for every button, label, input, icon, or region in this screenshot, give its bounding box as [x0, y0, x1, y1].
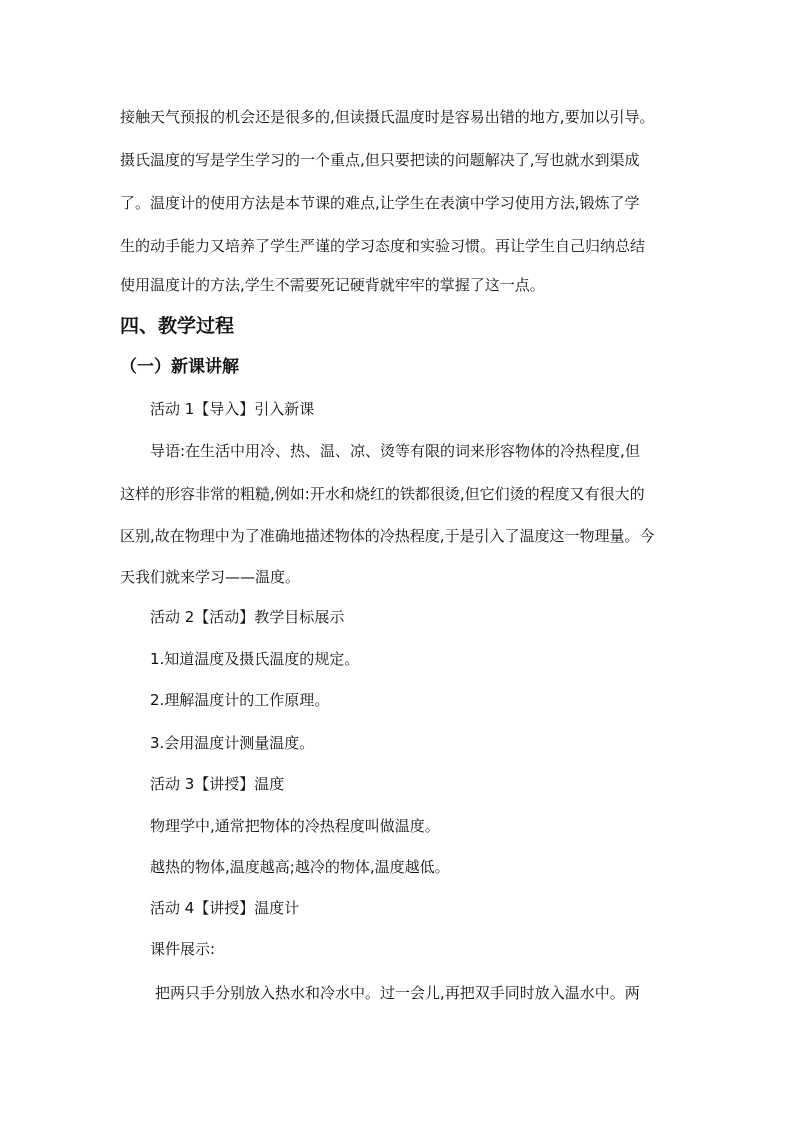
goal-1: 1.知道温度及摄氏温度的规定。	[150, 650, 360, 668]
section-heading: 四、教学过程	[120, 315, 235, 337]
paragraph-top-line-4: 生的动手能力又培养了学生严谨的学习态度和实验习惯。再让学生自己归纳总结	[120, 237, 646, 255]
activity-3-title: 活动 3【讲授】温度	[150, 775, 285, 793]
paragraph-top-line-1: 接触天气预报的机会还是很多的,但读摄氏温度时是容易出错的地方,要加以引导。	[120, 108, 655, 126]
activity-3-line-1: 物理学中,通常把物体的冷热程度叫做温度。	[150, 817, 440, 835]
courseware-label: 课件展示:	[150, 940, 216, 958]
activity-2-title: 活动 2【活动】教学目标展示	[150, 608, 345, 626]
intro-line-3: 区别,故在物理中为了准确地描述物体的冷热程度,于是引入了温度这一物理量。今	[120, 527, 655, 545]
intro-line-4: 天我们就来学习——温度。	[120, 568, 301, 586]
paragraph-top-line-5: 使用温度计的方法,学生不需要死记硬背就牢牢的掌握了这一点。	[120, 276, 545, 294]
goal-3: 3.会用温度计测量温度。	[150, 734, 315, 752]
paragraph-top-line-2: 摄氏温度的写是学生学习的一个重点,但只要把读的问题解决了,写也就水到渠成	[120, 151, 640, 169]
intro-line-1: 导语:在生活中用冷、热、温、凉、烫等有限的词来形容物体的冷热程度,但	[150, 442, 640, 460]
activity-4-title: 活动 4【讲授】温度计	[150, 899, 300, 917]
paragraph-top-line-3: 了。温度计的使用方法是本节课的难点,让学生在表演中学习使用方法,锻炼了学	[120, 194, 640, 212]
activity-1-title: 活动 1【导入】引入新课	[150, 400, 315, 418]
goal-2: 2.理解温度计的工作原理。	[150, 691, 330, 709]
courseware-text: 把两只手分别放入热水和冷水中。过一会儿,再把双手同时放入温水中。两	[155, 984, 640, 1002]
activity-3-line-2: 越热的物体,温度越高;越冷的物体,温度越低。	[150, 858, 450, 876]
subsection-heading: （一）新课讲解	[120, 357, 239, 377]
intro-line-2: 这样的形容非常的粗糙,例如:开水和烧红的铁都很烫,但它们烫的程度又有很大的	[120, 485, 645, 503]
